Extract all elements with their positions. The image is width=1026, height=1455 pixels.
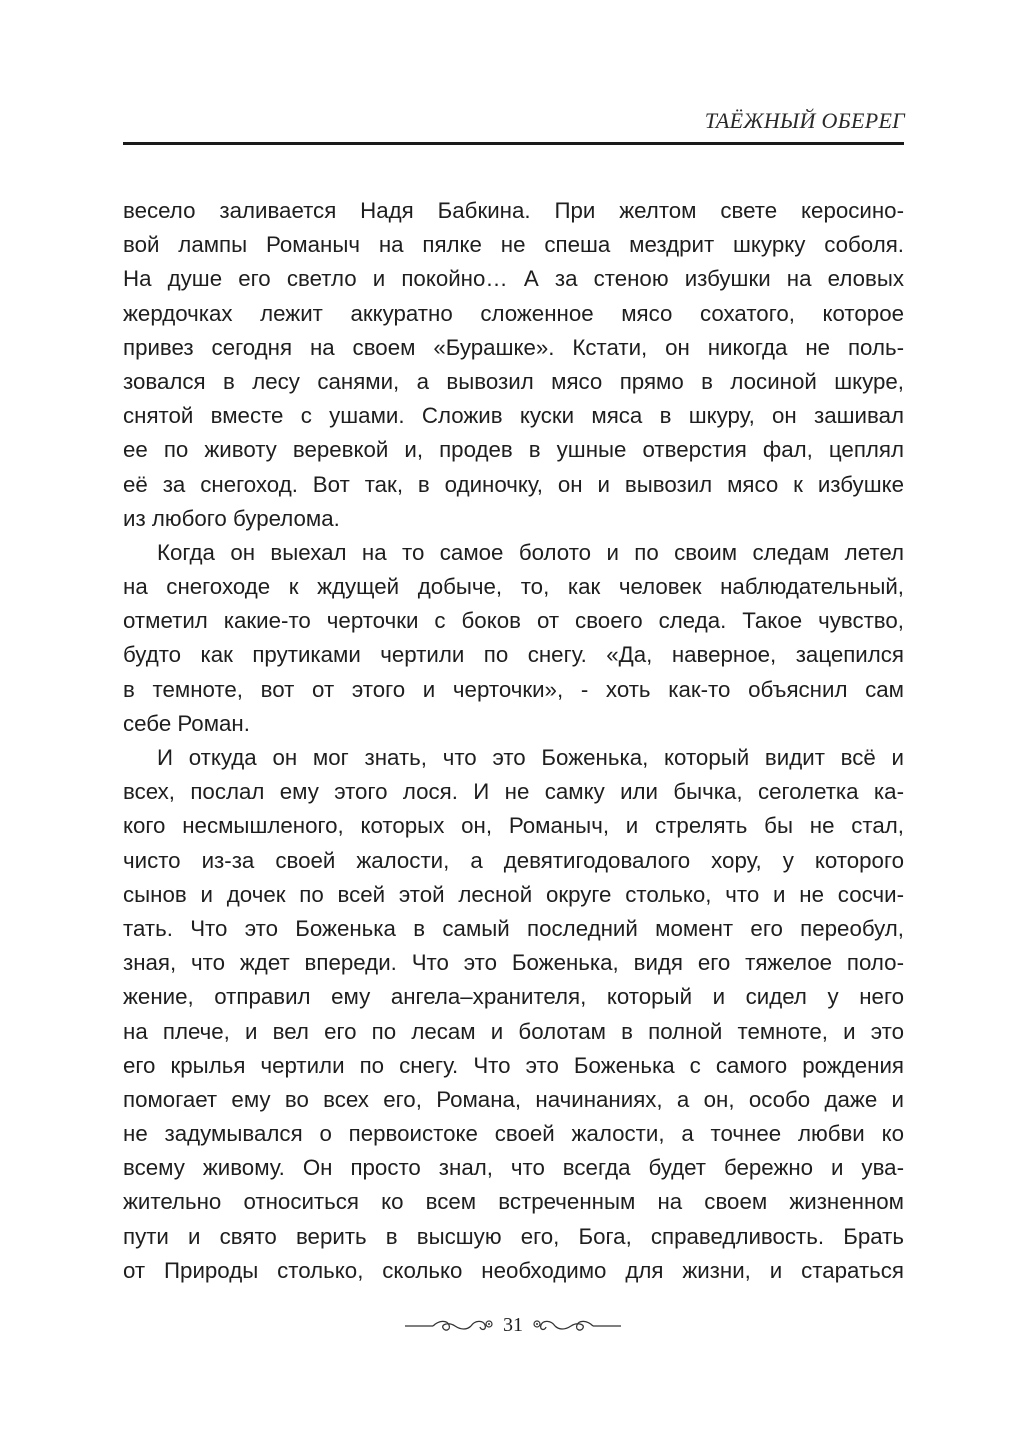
text-line: кого несмышленого, которых он, Романыч, и стрелять бы не стал,: [123, 813, 904, 839]
text-line: в темноте, вот от этого и черточки», - хоть как-то объяснил сам: [123, 676, 904, 702]
text-line: на снегоходе к ждущей добыче, то, как человек наблюдательный,: [123, 574, 904, 600]
text-line: зовался в лесу санями, а вывозил мясо прямо в лосиной шкуре,: [123, 368, 904, 394]
text-line: его крылья чертили по снегу. Что это Боженька с самого рождения: [123, 1052, 904, 1078]
paragraph: [123, 741, 904, 1288]
flourish-right-icon: [531, 1314, 623, 1336]
text-line: снятой вместе с ушами. Сложив куски мяса в шкуру, он зашивал: [123, 403, 904, 429]
text-line: всех, послал ему этого лося. И не самку или бычка, сеголетка ка-: [123, 779, 904, 805]
text-line: из любого бурелома.: [123, 505, 340, 531]
text-line: себе Роман.: [123, 710, 250, 736]
page-text: [123, 194, 904, 1288]
text-line: И откуда он мог знать, что это Боженька, который видит всё и: [157, 745, 904, 770]
text-line: жительно относиться ко всем встреченным на своем жизненном: [123, 1189, 904, 1215]
text-line: Когда он выехал на то самое болото и по своим следам летел: [157, 539, 904, 565]
page-number: 31: [503, 1313, 523, 1336]
text-line: весело заливается Надя Бабкина. При желтом свете керосино-: [123, 198, 904, 223]
text-line: отметил какие-то черточки с боков от своего следа. Такое чувство,: [123, 608, 904, 634]
text-line: жение, отправил ему ангела–хранителя, который и сидел у него: [123, 984, 904, 1010]
text-line: жердочках лежит аккуратно сложенное мясо сохатого, которое: [123, 300, 904, 326]
text-line: чисто из-за своей жалости, а девятигодовалого хору, у которого: [123, 847, 904, 873]
running-header-title: ТАЁЖНЫЙ ОБЕРЕГ: [704, 108, 905, 133]
paragraph: [123, 536, 904, 741]
page-footer: [0, 1310, 1026, 1340]
text-line: вой лампы Романыч на пялке не спеша мездрит шкурку соболя.: [123, 232, 904, 258]
text-line: сынов и дочек по всей этой лесной округе столько, что и не сосчи-: [123, 881, 904, 907]
text-line: пути и свято верить в высшую его, Бога, справедливость. Брать: [123, 1223, 904, 1249]
text-line: всему живому. Он просто знал, что всегда будет бережно и ува-: [123, 1155, 904, 1181]
text-line: зная, что ждет впереди. Что это Боженька, видя его тяжелое поло-: [123, 950, 904, 976]
text-line: будто как прутиками чертили по снегу. «Да, наверное, зацепился: [123, 642, 904, 668]
text-line: ее по животу веревкой и, продев в ушные отверстия фал, цеплял: [123, 437, 904, 463]
text-line: тать. Что это Боженька в самый последний момент его переобул,: [123, 915, 904, 941]
flourish-left-icon: [403, 1314, 495, 1336]
text-line: На душе его светло и покойно… А за стеною избушки на еловых: [123, 266, 904, 292]
text-line: на плече, и вел его по лесам и болотам в полной темноте, и это: [123, 1018, 904, 1044]
text-line: помогает ему во всех его, Романа, начинаниях, а он, особо даже и: [123, 1086, 904, 1112]
paragraph: [123, 194, 904, 536]
text-line: её за снегоход. Вот так, в одиночку, он и вывозил мясо к избушке: [123, 471, 904, 497]
header-divider: [123, 142, 904, 145]
text-line: не задумывался о первоистоке своей жалости, а точнее любви ко: [123, 1121, 904, 1147]
text-line: от Природы столько, сколько необходимо для жизни, и стараться: [123, 1257, 904, 1283]
text-line: привез сегодня на своем «Бурашке». Кстати, он никогда не поль-: [123, 334, 904, 360]
